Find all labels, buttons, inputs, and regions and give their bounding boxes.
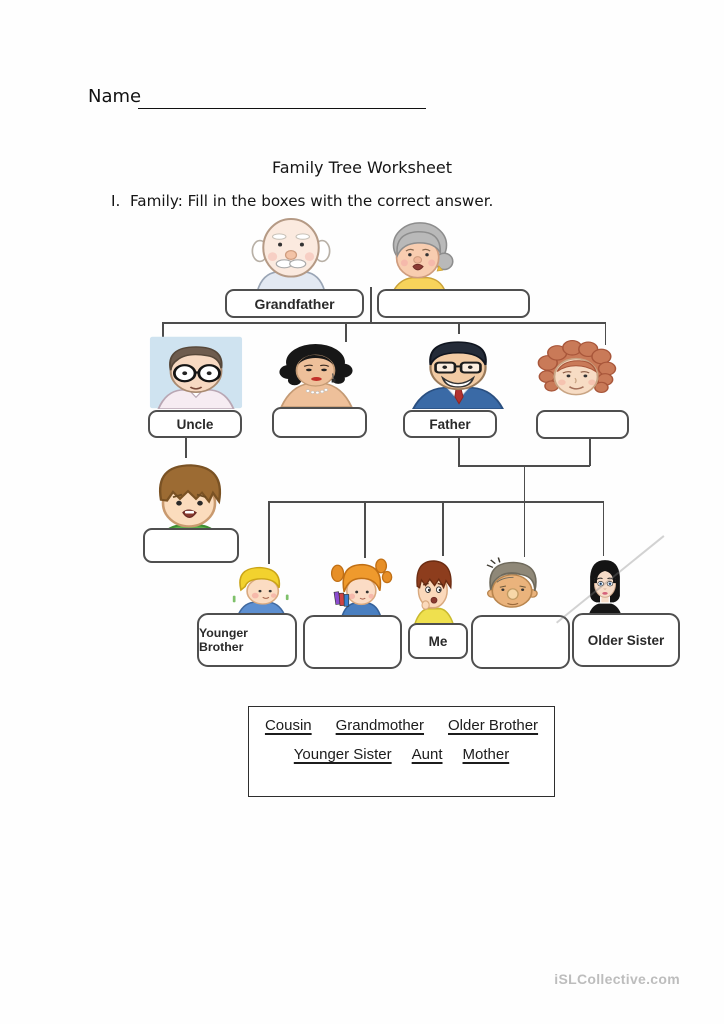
father-answer-box: [403, 410, 497, 438]
grandfather-answer-box: [225, 289, 364, 318]
aunt-portrait: [268, 337, 363, 407]
grandmother-answer-box[interactable]: [377, 289, 530, 318]
cousin-answer-box[interactable]: [143, 528, 239, 563]
word-bank-row-2: [284, 746, 519, 763]
older-brother-answer-box[interactable]: [471, 615, 570, 669]
word-bank-word-older-brother: Older Brother: [448, 717, 539, 734]
instruction-text: I. Family: Fill in the boxes with the correct answer.: [111, 192, 494, 210]
parents-center-drop-line: [524, 465, 526, 557]
younger-brother-portrait: [226, 562, 294, 618]
word-bank-word-mother: Mother: [462, 746, 510, 763]
islcollective-watermark: iSLCollective.com: [554, 971, 680, 987]
children-sibling-line: [268, 501, 604, 503]
older-brother-portrait: [474, 555, 550, 617]
child5-drop-line: [603, 501, 605, 556]
uncle-label: Uncle: [176, 416, 214, 432]
child2-drop-line: [364, 501, 366, 558]
row2-sibling-line: [162, 322, 606, 324]
grandmother-portrait: [381, 217, 459, 291]
mother-down-line: [589, 435, 591, 466]
word-bank-word-cousin: Cousin: [264, 717, 312, 734]
word-bank-word-grandmother: Grandmother: [335, 717, 425, 734]
me-answer-box: [408, 623, 468, 659]
younger-brother-answer-box: [197, 613, 297, 667]
younger-brother-label: Younger Brother: [199, 626, 248, 654]
grandparents-marriage-line: [370, 287, 372, 323]
me-portrait: [404, 554, 464, 624]
word-bank-box: [248, 706, 555, 797]
me-label: Me: [428, 633, 448, 649]
younger-sister-portrait: [327, 556, 393, 618]
grandfather-label: Grandfather: [254, 295, 335, 312]
father-portrait: [407, 333, 509, 409]
father-label: Father: [429, 416, 471, 432]
uncle-answer-box: [148, 410, 242, 438]
child1-drop-line: [268, 501, 270, 564]
mother-portrait: [529, 337, 623, 409]
mother-answer-box[interactable]: [536, 410, 629, 439]
page-title: Family Tree Worksheet: [272, 158, 452, 177]
younger-sister-answer-box[interactable]: [303, 615, 402, 669]
word-bank-word-younger-sister: Younger Sister: [293, 746, 392, 763]
uncle-drop-line: [162, 322, 164, 337]
father-down-line: [458, 434, 460, 466]
name-fill-in-line[interactable]: [138, 108, 426, 109]
child3-drop-line: [442, 501, 444, 556]
uncle-portrait: [149, 336, 243, 409]
word-bank-row-1: [253, 717, 550, 734]
grandfather-portrait: [249, 211, 333, 291]
aunt-answer-box[interactable]: [272, 407, 367, 438]
name-label: Name: [88, 86, 142, 107]
word-bank-word-aunt: Aunt: [411, 746, 443, 763]
older-sister-label: Older Sister: [587, 632, 665, 648]
older-sister-answer-box: [572, 613, 680, 667]
